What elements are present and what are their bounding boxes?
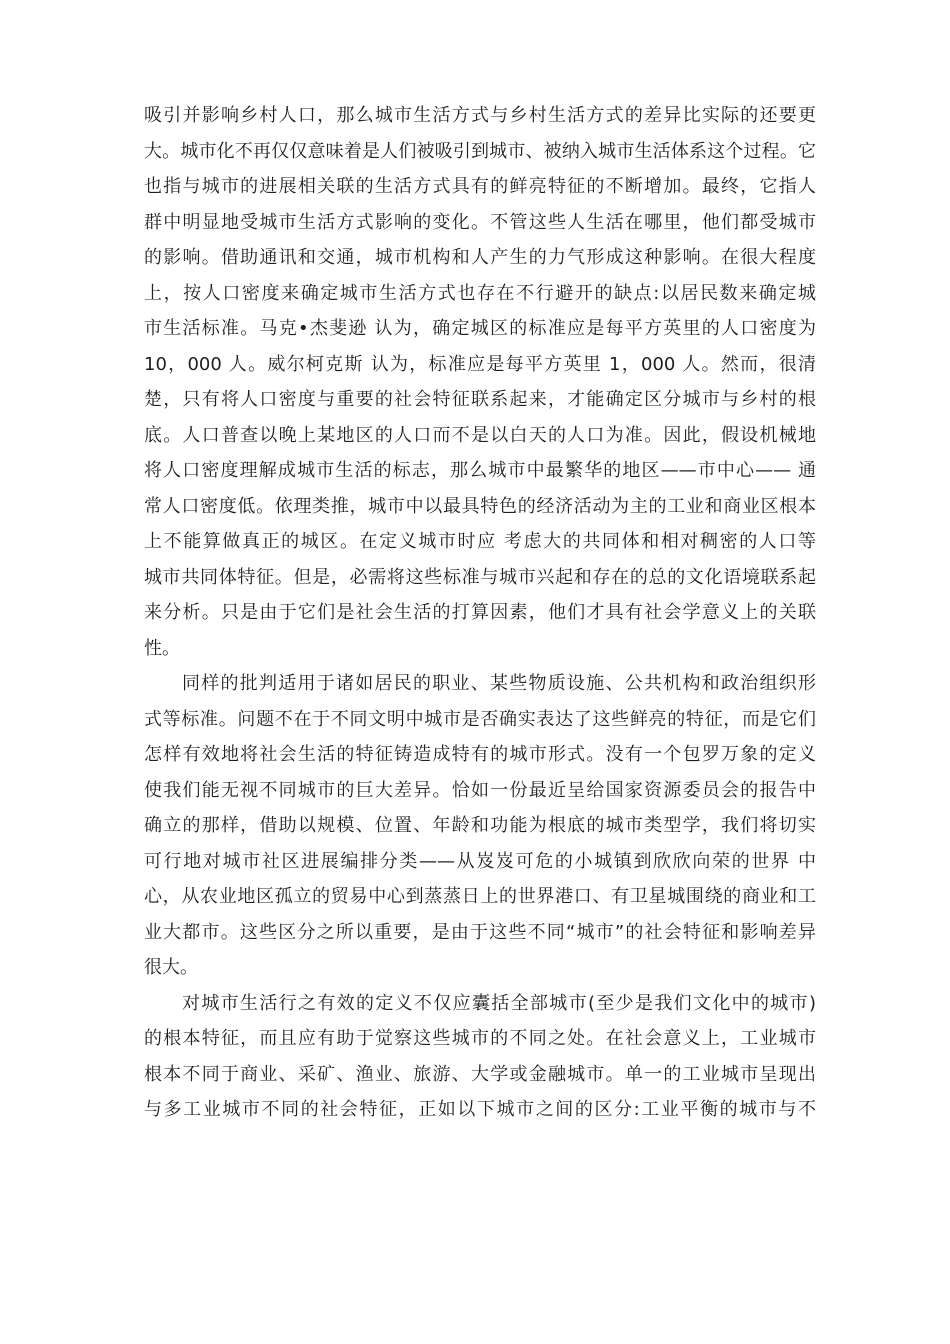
text-line: 上，按人口密度来确定城市生活方式也存在不行避开的缺点:以居民数来确定城 [144,282,816,304]
text-line: 来分析。只是由于它们是社会生活的打算因素，他们才具有社会学意义上的关联 [144,602,816,623]
text-line: 群中明显地受城市生活方式影响的变化。不管这些人生活在哪里，他们都受城市 [144,211,816,233]
text-line: 10，000 人。威尔柯克斯 认为，标准应是每平方英里 1，000 人。然而，很清 [144,353,816,375]
text-line: 式等标准。问题不在于不同文明中城市是否确实表达了这些鲜亮的特征，而是它们 [144,708,816,730]
text-line: 城市共同体特征。但是，必需将这些标准与城市兴起和存在的总的文化语境联系起 [144,566,816,588]
text-line: 性。 [144,637,180,659]
text-line: 怎样有效地将社会生活的特征铸造成特有的城市形式。没有一个包罗万象的定义 [144,744,816,765]
body-text [144,98,816,1128]
text-line: 吸引并影响乡村人口，那么城市生活方式与乡村生活方式的差异比实际的还要更 [144,105,816,126]
text-line: 楚，只有将人口密度与重要的社会特征联系起来，才能确定区分城市与乡村的根 [144,389,816,410]
text-line: 常人口密度低。依理类推，城市中以最具特色的经济活动为主的工业和商业区根本 [144,495,816,517]
text-line: 确立的那样，借助以规模、位置、年龄和功能为根底的城市类型学，我们将切实 [144,815,816,836]
text-line: 的影响。借助通讯和交通，城市机构和人产生的力气形成这种影响。在很大程度 [144,247,816,268]
text-line: 上不能算做真正的城区。在定义城市时应 考虑大的共同体和相对稠密的人口等 [144,531,816,552]
text-line: 根本不同于商业、采矿、渔业、旅游、大学或金融城市。单一的工业城市呈现出 [144,1063,816,1085]
text-line: 的根本特征，而且应有助于觉察这些城市的不同之处。在社会意义上，工业城市 [144,1028,816,1049]
text-line: 很大。 [144,957,198,978]
text-line: 可行地对城市社区进展编排分类——从岌岌可危的小城镇到欣欣向荣的世界 中 [144,850,816,872]
text-line: 将人口密度理解成城市生活的标志，那么城市中最繁华的地区——市中心—— 通 [144,460,816,481]
text-line: 市生活标准。马克•杰斐逊 认为，确定城区的标准应是每平方英里的人口密度为 [144,318,816,339]
text-line: 也指与城市的进展相关联的生活方式具有的鲜亮特征的不断增加。最终，它指人 [144,176,816,197]
text-line: 业大都市。这些区分之所以重要，是由于这些不同“城市”的社会特征和影响差异 [144,921,816,943]
text-line: 使我们能无视不同城市的巨大差异。恰如一份最近呈给国家资源委员会的报告中 [144,779,816,801]
text-line: 心，从农业地区孤立的贸易中心到蒸蒸日上的世界港口、有卫星城围绕的商业和工 [144,886,816,907]
text-line: 与多工业城市不同的社会特征，正如以下城市之间的区分:工业平衡的城市与不 [144,1099,816,1120]
text-line: 底。人口普查以晚上某地区的人口而不是以白天的人口为准。因此，假设机械地 [144,424,816,446]
text-line: 同样的批判适用于诸如居民的职业、某些物质设施、公共机构和政治组织形 [182,673,816,694]
text-line: 大。城市化不再仅仅意味着是人们被吸引到城市、被纳入城市生活体系这个过程。它 [144,140,816,162]
text-line: 对城市生活行之有效的定义不仅应囊括全部城市(至少是我们文化中的城市) [182,992,816,1014]
